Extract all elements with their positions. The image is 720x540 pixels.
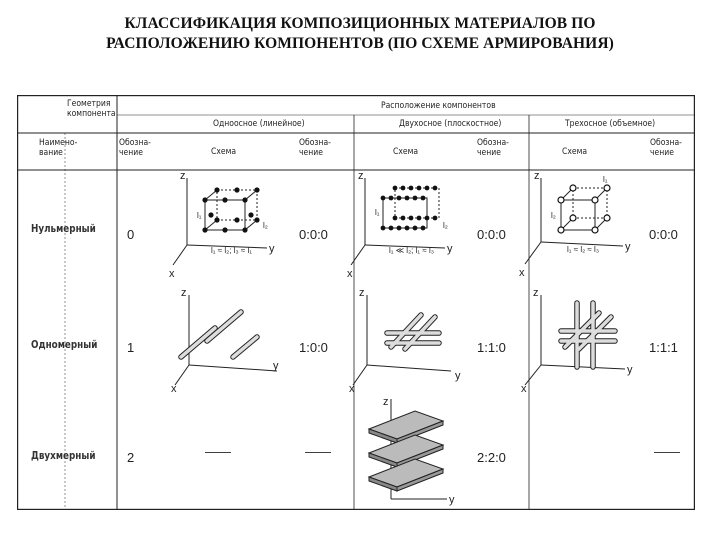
- row-name-zero-dim: Нульмерный: [31, 222, 96, 235]
- classification-table: [17, 95, 695, 510]
- formula-1: l₁ ≈ l₂; l₃ ≈ l₁: [211, 246, 252, 255]
- scheme-header-2: Схема: [393, 147, 419, 157]
- axis-x-label: x: [349, 383, 355, 393]
- scheme-two-two: [347, 395, 477, 507]
- dim-l2: l₂: [443, 221, 448, 230]
- value-1-1: 1:0:0: [299, 340, 328, 355]
- scheme-zero-one: [169, 170, 299, 280]
- axis-z-label: z: [359, 287, 365, 299]
- axis-x-label: x: [171, 383, 177, 393]
- dim-l1: l₁: [375, 208, 380, 217]
- axis-x-label: x: [169, 268, 175, 280]
- value-0-3: 0:0:0: [649, 227, 678, 242]
- scheme-header-3: Схема: [562, 147, 588, 157]
- value-2-1: ——: [305, 444, 331, 459]
- axis-x-label: x: [519, 267, 525, 279]
- naming-header: Наимено- вание: [39, 138, 78, 158]
- dim-l1: l₁: [603, 175, 608, 184]
- scheme-2-1-empty: ——: [205, 444, 231, 459]
- group-two-header: Двухосное (плоскостное): [399, 119, 502, 129]
- scheme-header-1: Схема: [211, 147, 237, 157]
- designation-header-main: Обозна- чение: [119, 138, 151, 158]
- scheme-one-three: [519, 285, 649, 393]
- value-0-1: 0:0:0: [299, 227, 328, 242]
- axis-x-label: x: [347, 268, 353, 280]
- axis-x-label: x: [521, 383, 527, 393]
- geometry-header: Геометрия компонента: [67, 99, 116, 119]
- arrangement-header: Расположение компонентов: [381, 101, 496, 111]
- value-1-2: 1:1:0: [477, 340, 506, 355]
- axis-y-label: y: [447, 243, 453, 255]
- group-three-header: Трехосное (объемное): [565, 119, 656, 129]
- axis-y-label: y: [269, 243, 275, 255]
- row-name-two-dim: Двухмерный: [31, 449, 96, 462]
- axis-z-label: z: [383, 396, 389, 408]
- scheme-zero-three: [519, 170, 649, 280]
- value-1-3: 1:1:1: [649, 340, 678, 355]
- page-title: [0, 14, 720, 54]
- value-2-3: ——: [654, 444, 680, 459]
- axis-z-label: z: [180, 170, 186, 182]
- designation-header-1: Обозна- чение: [299, 138, 331, 158]
- scheme-one-two: [347, 285, 477, 393]
- desig-two: 2: [127, 450, 135, 465]
- value-2-2: 2:2:0: [477, 450, 506, 465]
- desig-one: 1: [127, 340, 135, 355]
- dim-l2: l₂: [551, 211, 556, 220]
- axis-y-label: y: [455, 370, 461, 382]
- title-line-2: РАСПОЛОЖЕНИЮ КОМПОНЕНТОВ (ПО СХЕМЕ АРМИРОВАНИЯ): [106, 35, 614, 52]
- axis-y-label: y: [625, 241, 631, 253]
- axis-y-label: y: [627, 364, 633, 376]
- scheme-one-one: [169, 285, 299, 393]
- axis-y-label: y: [273, 360, 279, 372]
- designation-header-3: Обозна- чение: [650, 138, 682, 158]
- axis-z-label: z: [358, 170, 364, 182]
- dim-l1: l₁: [197, 211, 202, 220]
- formula-3: l₁ ≈ l₂ ≈ l₃: [567, 245, 600, 254]
- formula-2: l₁ ≪ l₂; l₁ ≈ l₃: [389, 246, 434, 255]
- title-line-1: КЛАССИФИКАЦИЯ КОМПОЗИЦИОННЫХ МАТЕРИАЛОВ ПО: [124, 15, 596, 32]
- axis-z-label: z: [533, 287, 539, 299]
- axis-z-label: z: [181, 287, 187, 299]
- dim-l2: l₂: [263, 221, 268, 230]
- axis-z-label: z: [534, 170, 540, 182]
- row-name-one-dim: Одномерный: [31, 338, 98, 351]
- value-0-2: 0:0:0: [477, 227, 506, 242]
- scheme-zero-two: [347, 170, 477, 280]
- axis-y-label: y: [449, 494, 455, 506]
- group-one-header: Одноосное (линейное): [213, 119, 305, 129]
- desig-zero: 0: [127, 227, 135, 242]
- designation-header-2: Обозна- чение: [477, 138, 509, 158]
